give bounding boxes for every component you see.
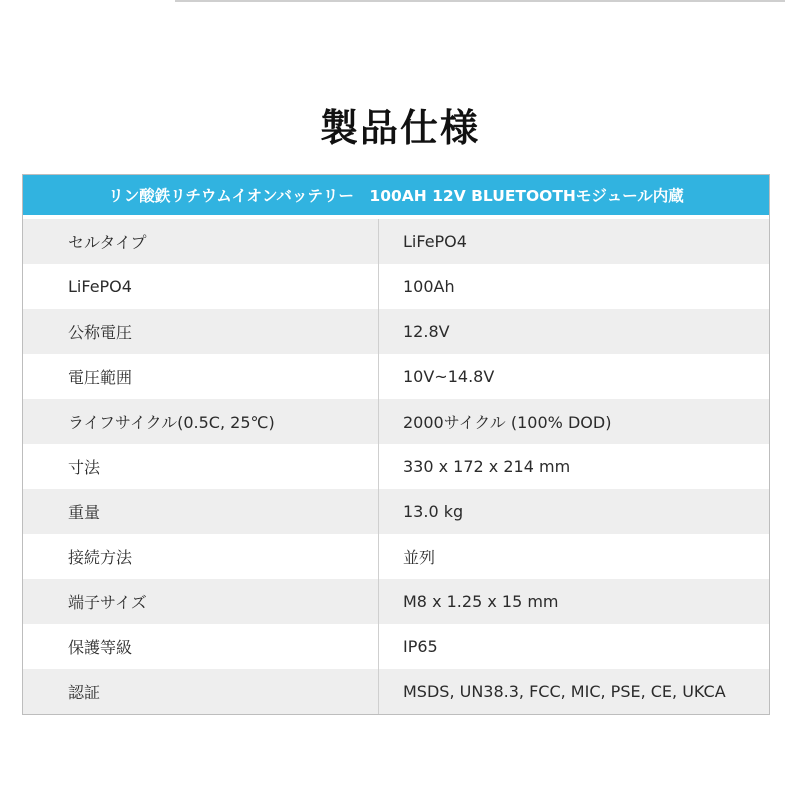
table-row [23, 669, 769, 714]
table-row [23, 264, 769, 309]
row-value: MSDS, UN38.3, FCC, MIC, PSE, CE, UKCA [403, 682, 726, 701]
row-value: IP65 [403, 637, 438, 656]
row-label: 重量 [23, 489, 379, 534]
page-title: 製品仕様 [319, 106, 480, 151]
table-row [23, 579, 769, 624]
row-value: 100Ah [403, 277, 455, 296]
row-value: 2000サイクル (100% DOD) [403, 413, 612, 432]
row-value: 12.8V [403, 322, 450, 341]
row-value: 並列 [403, 548, 436, 567]
spec-table-header: リン酸鉄リチウムイオンバッテリー 100AH 12V BLUETOOTHモジュール内蔵 [23, 175, 769, 219]
row-value: M8 x 1.25 x 15 mm [403, 592, 559, 611]
table-row [23, 399, 769, 444]
table-row [23, 624, 769, 669]
table-row [23, 489, 769, 534]
table-row [23, 354, 769, 399]
top-divider [175, 0, 785, 2]
row-label: 寸法 [23, 444, 379, 489]
row-label: セルタイプ [23, 219, 379, 264]
row-label: 接続方法 [23, 534, 379, 579]
row-label: 保護等級 [23, 624, 379, 669]
row-value: 330 x 172 x 214 mm [403, 457, 571, 476]
table-row [23, 534, 769, 579]
row-label: 認証 [23, 669, 379, 714]
table-row [23, 309, 769, 354]
row-value: 13.0 kg [403, 502, 464, 521]
row-label: LiFePO4 [23, 264, 379, 309]
row-label: 端子サイズ [23, 579, 379, 624]
table-row [23, 219, 769, 264]
row-label: 電圧範囲 [23, 354, 379, 399]
table-row [23, 444, 769, 489]
spec-table [22, 174, 770, 715]
row-value: LiFePO4 [403, 232, 467, 251]
row-value: 10V~14.8V [403, 367, 495, 386]
row-label: ライフサイクル(0.5C, 25℃) [23, 399, 379, 444]
row-label: 公称電圧 [23, 309, 379, 354]
